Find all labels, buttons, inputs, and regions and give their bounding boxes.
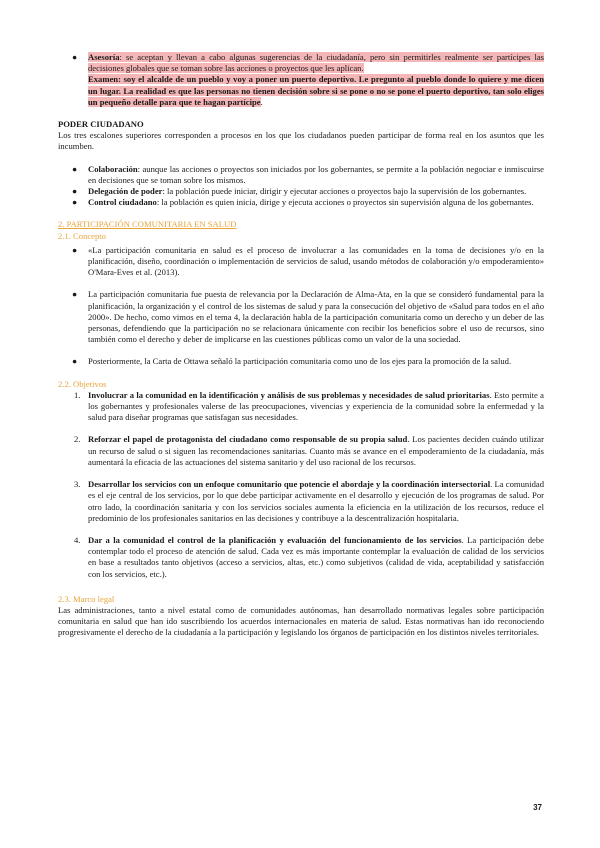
bullet-icon: ● <box>72 52 78 62</box>
asesoria-text: : se aceptan y llevan a cabo algunas sugerencias de la ciudadanía, pero sin permitirles realmente ser partícipes las decisiones globales que se toman sobre las acciones o proyectos que les aplican. <box>88 52 544 74</box>
list-item <box>58 245 544 279</box>
list-item-asesoria <box>58 52 544 108</box>
legal-heading: 2.3. Marco legal <box>58 593 115 604</box>
bullet-icon: ● <box>72 163 78 174</box>
poder-heading: PODER CIUDADANO <box>58 119 144 130</box>
item-text: La participación comunitaria fue puesta de relevancia por la Declaración de Alma-Ata, en la que se consideró fundamental para la planificación, la organización y el control de los sistemas de salud y para la consecución del objetivo de «Salud para todos en el año 2000». De hecho, como vimos en el tema 4, la declaración habla de la participación comunitaria como un derecho y un deber de las personas, defendiendo que la participación no se relacionara únicamente con recibir los beneficios sobre el uso de recursos, sino también como el derecho y deber de implicarse en las cuestiones públicas como un valor de la una sociedad. <box>88 289 544 345</box>
list-item <box>58 197 544 208</box>
item-label: Desarrollar los servicios con un enfoque comunitario que potencie el abordaje y la coordinación intersectorial <box>88 479 491 490</box>
poder-list <box>58 164 544 209</box>
item-number: 1. <box>74 389 81 400</box>
asesoria-list <box>58 52 544 108</box>
item-number: 4. <box>74 534 81 545</box>
bullet-icon: ● <box>72 197 78 208</box>
list-item <box>58 434 544 468</box>
list-item <box>58 390 544 424</box>
item-label: Involucrar a la comunidad en la identificación y análisis de sus problemas y necesidades de salud prioritarias <box>88 389 490 400</box>
item-label: Colaboración <box>88 163 138 174</box>
list-item <box>58 186 544 197</box>
item-text: . La comunidad es el eje central de los servicios, por lo que debe participar activamente en el desarrollo y ejecución de los programas de salud. Por otro lado, la coordinación sanitaria y con los servicios sociales aumenta la eficiencia en la utilización de los recursos, reduce el predominio de los profesionales sanitarios en las decisiones y contribuye a la descentralización hospitalaria. <box>88 479 544 523</box>
item-number: 3. <box>74 479 81 490</box>
item-text: Posteriormente, la Carta de Ottawa señaló la participación comunitaria como uno de los ejes para la promoción de la salud. <box>88 356 512 367</box>
asesoria-label: Asesoría <box>88 52 120 62</box>
page-number: 37 <box>533 803 542 812</box>
item-label: Control ciudadano <box>88 197 157 208</box>
item-text: : la población puede iniciar, dirigir y ejecutar acciones o proyectos bajo la supervisión de los gobernantes. <box>162 186 527 197</box>
list-item <box>58 164 544 186</box>
concept-list <box>58 245 544 368</box>
list-item <box>58 479 544 524</box>
item-number: 2. <box>74 434 81 445</box>
list-item <box>58 289 544 345</box>
item-text: : la población es quien inicia, dirige y ejecuta acciones o proyectos sin supervisión alguna de los gobernantes. <box>156 197 534 208</box>
item-text: . Los pacientes deciden cuándo utilizar un recurso de salud o si siguen las recomendaciones sanitarias. Cuanto más se avance en el empoderamiento de la ciudadanía, más aumentará la eficacia de las actuaciones del sistema sanitario y del uso racional de los recursos. <box>88 434 544 467</box>
item-text: . La participación debe contemplar todo el proceso de atención de salud. Cada vez es más importante contemplar la evaluación de calidad de los servicios en base a resultados tanto objetivos (acceso a servicios, altas, etc.) como subjetivos (calidad de vida, aceptabilidad y satisfacción con los servicios, etc.). <box>88 534 544 579</box>
item-text: : aunque las acciones o proyectos son iniciados por los gobernantes, se permite a la población negociar e inmiscuirse en decisiones que se toman sobre los mismos. <box>88 163 544 185</box>
item-text: «La participación comunitaria en salud es el proceso de involucrar a las comunidades en la toma de decisiones y/o en la planificación, diseño, coordinación o implementación de servicios de salud, usando métodos de colaboración y/o empoderamiento» O'Mara-Eves et al. (2013). <box>88 244 544 278</box>
bullet-icon: ● <box>72 244 78 255</box>
asesoria-highlight <box>88 52 544 107</box>
bullet-icon: ● <box>72 289 78 300</box>
item-label: Reforzar el papel de protagonista del ciudadano como responsable de su propia salud <box>88 434 408 445</box>
asesoria-example: Examen: soy el alcalde de un pueblo y voy a poner un puerto deportivo. Le pregunto al pueblo donde lo quiere y me dicen un lugar. La realidad es que las personas no tienen decisión sobre si se pone o no se pone el puerto deportivo, tan solo eliges un pequeño detalle para que te hagan partícipe <box>88 74 544 107</box>
item-label: Delegación de poder <box>88 186 163 197</box>
section-2-heading: 2. PARTICIPACIÓN COMUNITARIA EN SALUD <box>58 219 237 230</box>
concept-heading: 2.1. Concepto <box>58 230 106 241</box>
list-item <box>58 356 544 367</box>
legal-text: Las administraciones, tanto a nivel estatal como de comunidades autónomas, han desarrollado normativas legales sobre participación comunitaria en salud que han ido suscribiendo los acuerdos internacionales en materia de salud. Estas normativas han ido reconociendo progresivamente el derecho de la ciudadanía a la participación y legislando los órganos de participación en los distintos niveles territoriales. <box>58 604 544 638</box>
poder-intro: Los tres escalones superiores corresponden a procesos en los que los ciudadanos pueden participar de forma real en los asuntos que les incumben. <box>58 130 544 152</box>
objectives-heading: 2.2. Objetivos <box>58 378 107 389</box>
document-page <box>58 52 544 639</box>
bullet-icon: ● <box>72 186 78 197</box>
list-item <box>58 535 544 580</box>
item-text: . Esto permite a los gobernantes y profesionales valerse de las preocupaciones, vivencias y experiencia de la comunidad sobre la enfermedad y la salud para diseñar programas que satisfagan sus necesidades. <box>88 389 545 423</box>
item-label: Dar a la comunidad el control de la planificación y evaluación del funcionamiento de los servicios <box>88 534 462 545</box>
objectives-list <box>58 390 544 580</box>
asesoria-example-end: . <box>260 96 263 107</box>
bullet-icon: ● <box>72 356 78 367</box>
